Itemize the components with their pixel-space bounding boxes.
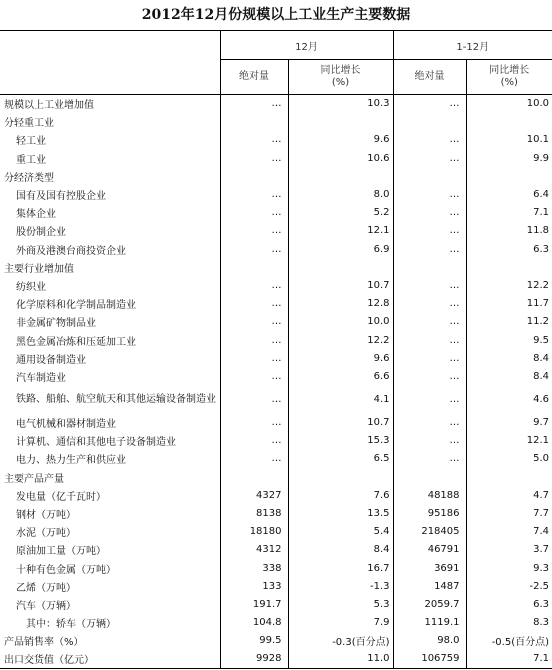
table-row — [0, 331, 552, 349]
cell-abs-ytd — [393, 167, 466, 185]
row-label: 纺织业 — [16, 281, 46, 293]
cell-abs-ytd — [393, 113, 466, 131]
cell-yoy-ytd: 11.8 — [466, 222, 552, 240]
table-row — [0, 486, 552, 504]
table-row — [0, 113, 552, 131]
cell-abs-ytd: 1487 — [393, 577, 466, 595]
cell-yoy-december: 12.8 — [288, 295, 393, 313]
cell-abs-ytd: 2059.7 — [393, 595, 466, 613]
table-row — [0, 240, 552, 258]
table-row — [0, 295, 552, 313]
cell-yoy-ytd: 12.1 — [466, 432, 552, 450]
cell-yoy-ytd: 4.7 — [466, 486, 552, 504]
cell-yoy-december: 16.7 — [288, 559, 393, 577]
cell-yoy-ytd: 7.4 — [466, 523, 552, 541]
cell-yoy-ytd: 11.7 — [466, 295, 552, 313]
header-yoy-ytd — [466, 60, 552, 95]
cell-abs-december: … — [220, 222, 288, 240]
cell-yoy-december: 5.2 — [288, 204, 393, 222]
header-abs-ytd: 绝对量 — [393, 60, 466, 95]
header-yoy-december — [288, 60, 393, 95]
cell-abs-ytd: … — [393, 204, 466, 222]
header-yoy-label: 同比增长 — [489, 65, 530, 76]
cell-yoy-ytd: 10.1 — [466, 131, 552, 149]
cell-abs-ytd: … — [393, 367, 466, 385]
cell-yoy-ytd: 7.7 — [466, 504, 552, 522]
cell-abs-ytd: … — [393, 149, 466, 167]
table-row — [0, 650, 552, 668]
cell-yoy-december: 6.6 — [288, 367, 393, 385]
row-label: 产品销售率（%） — [4, 637, 84, 649]
cell-yoy-ytd — [466, 167, 552, 185]
cell-abs-december: … — [220, 450, 288, 468]
cell-abs-december: … — [220, 149, 288, 167]
cell-abs-december: … — [220, 276, 288, 294]
row-label: 电气机械和器材制造业 — [16, 419, 116, 431]
cell-yoy-december: 8.0 — [288, 185, 393, 203]
cell-abs-ytd: … — [393, 450, 466, 468]
cell-abs-december: … — [220, 95, 288, 113]
cell-yoy-december: 5.4 — [288, 523, 393, 541]
row-label: 通用设备制造业 — [16, 354, 86, 366]
row-label: 分经济类型 — [4, 172, 54, 184]
row-label: 铁路、船舶、航空航天和其他运输设备制造业 — [16, 394, 216, 405]
cell-yoy-december: 7.9 — [288, 614, 393, 632]
cell-yoy-december: 10.7 — [288, 276, 393, 294]
row-label: 原油加工量（万吨） — [16, 546, 106, 558]
row-label: 非金属矿物制品业 — [16, 318, 96, 330]
row-label: 汽车（万辆） — [16, 600, 76, 612]
row-label: 主要产品产量 — [4, 473, 64, 485]
table-row — [0, 595, 552, 613]
cell-yoy-ytd — [466, 258, 552, 276]
row-label: 出口交货值（亿元） — [0, 650, 220, 668]
header-abs-december: 绝对量 — [220, 60, 288, 95]
cell-abs-december: 104.8 — [220, 614, 288, 632]
cell-yoy-december: -1.3 — [288, 577, 393, 595]
cell-yoy-ytd — [466, 113, 552, 131]
header-group-december: 12月 — [220, 31, 393, 60]
cell-yoy-ytd: 9.9 — [466, 149, 552, 167]
cell-abs-ytd: 46791 — [393, 541, 466, 559]
row-label: 主要行业增加值 — [4, 263, 74, 275]
table-row — [0, 167, 552, 185]
cell-abs-december: … — [220, 432, 288, 450]
page-title: 2012年12月份规模以上工业生产主要数据 — [141, 7, 411, 23]
table-row — [0, 149, 552, 167]
table-header — [0, 31, 552, 95]
cell-abs-december — [220, 167, 288, 185]
cell-yoy-ytd: 10.0 — [466, 95, 552, 113]
table-row — [0, 222, 552, 240]
cell-abs-december: … — [220, 204, 288, 222]
table-row — [0, 577, 552, 595]
table-row — [0, 386, 552, 414]
cell-abs-ytd: 106759 — [393, 650, 466, 668]
cell-yoy-december: 9.6 — [288, 131, 393, 149]
cell-abs-ytd — [393, 468, 466, 486]
table-row — [0, 632, 552, 650]
header-pct-unit: (%) — [500, 77, 518, 88]
cell-abs-ytd: 218405 — [393, 523, 466, 541]
header-yoy-label: 同比增长 — [320, 65, 361, 76]
cell-abs-december: … — [220, 414, 288, 432]
cell-abs-december — [220, 258, 288, 276]
row-label: 电力、热力生产和供应业 — [16, 455, 126, 467]
cell-yoy-december — [288, 468, 393, 486]
row-label: 股份制企业 — [16, 227, 66, 239]
table-row — [0, 523, 552, 541]
cell-yoy-ytd: 6.3 — [466, 240, 552, 258]
table-body — [0, 95, 552, 669]
cell-yoy-ytd: 9.3 — [466, 559, 552, 577]
row-label: 其中：轿车（万辆） — [26, 619, 116, 631]
table-row — [0, 258, 552, 276]
cell-yoy-ytd: 4.6 — [466, 386, 552, 414]
table-row — [0, 559, 552, 577]
cell-abs-december: … — [220, 367, 288, 385]
cell-yoy-ytd: 8.3 — [466, 614, 552, 632]
cell-abs-december: 99.5 — [220, 632, 288, 650]
cell-abs-ytd: 98.0 — [393, 632, 466, 650]
cell-abs-december: … — [220, 295, 288, 313]
header-label-cell — [0, 31, 220, 95]
cell-abs-ytd: … — [393, 295, 466, 313]
cell-abs-december: … — [220, 313, 288, 331]
cell-abs-ytd: … — [393, 185, 466, 203]
table-row — [0, 313, 552, 331]
table-row — [0, 95, 552, 113]
table-row — [0, 468, 552, 486]
row-label: 钢材（万吨） — [16, 510, 76, 522]
cell-yoy-december: 10.3 — [288, 95, 393, 113]
cell-abs-december: … — [220, 131, 288, 149]
cell-abs-december: 191.7 — [220, 595, 288, 613]
cell-abs-december: 4312 — [220, 541, 288, 559]
cell-abs-december: 8138 — [220, 504, 288, 522]
cell-yoy-december: 10.6 — [288, 149, 393, 167]
row-label: 水泥（万吨） — [16, 528, 76, 540]
cell-abs-december: … — [220, 349, 288, 367]
cell-abs-ytd: 3691 — [393, 559, 466, 577]
cell-yoy-ytd: 6.4 — [466, 185, 552, 203]
table-row — [0, 504, 552, 522]
cell-yoy-ytd: 3.7 — [466, 541, 552, 559]
cell-yoy-december: 12.1 — [288, 222, 393, 240]
table-row — [0, 450, 552, 468]
cell-yoy-ytd — [466, 468, 552, 486]
cell-yoy-december: 5.3 — [288, 595, 393, 613]
row-label: 计算机、通信和其他电子设备制造业 — [16, 437, 176, 449]
cell-abs-ytd — [393, 258, 466, 276]
cell-yoy-december: 13.5 — [288, 504, 393, 522]
cell-abs-december: … — [220, 185, 288, 203]
row-label: 汽车制造业 — [16, 372, 66, 384]
cell-yoy-december: 8.4 — [288, 541, 393, 559]
table-row — [0, 185, 552, 203]
cell-yoy-december — [288, 113, 393, 131]
cell-abs-december: … — [220, 240, 288, 258]
cell-abs-december: 338 — [220, 559, 288, 577]
cell-yoy-ytd: 8.4 — [466, 349, 552, 367]
table-row — [0, 614, 552, 632]
header-group-ytd: 1-12月 — [393, 31, 552, 60]
cell-yoy-ytd: 6.3 — [466, 595, 552, 613]
row-label: 外商及港澳台商投资企业 — [16, 245, 126, 257]
cell-abs-ytd: … — [393, 349, 466, 367]
cell-yoy-ytd: -2.5 — [466, 577, 552, 595]
cell-yoy-ytd: 8.4 — [466, 367, 552, 385]
cell-yoy-december: 4.1 — [288, 386, 393, 414]
table-row — [0, 541, 552, 559]
cell-yoy-december: 12.2 — [288, 331, 393, 349]
cell-abs-december — [220, 468, 288, 486]
cell-abs-ytd: … — [393, 131, 466, 149]
cell-abs-ytd: … — [393, 331, 466, 349]
cell-abs-ytd: 48188 — [393, 486, 466, 504]
cell-abs-december: 18180 — [220, 523, 288, 541]
table-row — [0, 204, 552, 222]
cell-abs-december: … — [220, 386, 288, 414]
table-row — [0, 414, 552, 432]
cell-yoy-december — [288, 167, 393, 185]
table-row — [0, 432, 552, 450]
cell-abs-ytd: 1119.1 — [393, 614, 466, 632]
cell-abs-ytd: … — [393, 432, 466, 450]
cell-abs-december: 9928 — [220, 650, 288, 668]
data-table — [0, 30, 552, 669]
cell-yoy-december: 10.0 — [288, 313, 393, 331]
cell-yoy-december: 11.0 — [288, 650, 393, 668]
cell-abs-december — [220, 113, 288, 131]
cell-yoy-ytd: -0.5(百分点) — [466, 632, 552, 650]
row-label: 国有及国有控股企业 — [16, 191, 106, 203]
row-label: 规模以上工业增加值 — [4, 100, 94, 112]
cell-yoy-december — [288, 258, 393, 276]
cell-abs-ytd: … — [393, 313, 466, 331]
row-label: 黑色金属冶炼和压延加工业 — [16, 336, 136, 348]
table-row — [0, 131, 552, 149]
cell-yoy-december: 10.7 — [288, 414, 393, 432]
row-label: 化学原料和化学制品制造业 — [16, 300, 136, 312]
row-label: 分轻重工业 — [4, 118, 54, 130]
cell-yoy-december: 7.6 — [288, 486, 393, 504]
row-label: 集体企业 — [16, 209, 56, 221]
header-pct-unit: (%) — [331, 77, 350, 88]
row-label: 发电量（亿千瓦时） — [16, 491, 106, 503]
cell-abs-ytd: … — [393, 222, 466, 240]
table-row — [0, 367, 552, 385]
cell-abs-ytd: … — [393, 276, 466, 294]
cell-yoy-december: 15.3 — [288, 432, 393, 450]
cell-abs-december: 4327 — [220, 486, 288, 504]
cell-abs-december: 133 — [220, 577, 288, 595]
cell-yoy-ytd: 9.5 — [466, 331, 552, 349]
cell-yoy-ytd: 9.7 — [466, 414, 552, 432]
cell-yoy-december: 6.9 — [288, 240, 393, 258]
cell-abs-ytd: … — [393, 240, 466, 258]
row-label: 十种有色金属（万吨） — [16, 564, 116, 576]
cell-abs-ytd: … — [393, 386, 466, 414]
cell-abs-ytd: 95186 — [393, 504, 466, 522]
cell-abs-december: … — [220, 331, 288, 349]
row-label: 乙烯（万吨） — [16, 582, 76, 594]
cell-yoy-december: -0.3(百分点) — [288, 632, 393, 650]
table-row — [0, 349, 552, 367]
cell-abs-ytd: … — [393, 414, 466, 432]
cell-yoy-ytd: 7.1 — [466, 650, 552, 668]
row-label: 重工业 — [16, 154, 46, 166]
table-row — [0, 276, 552, 294]
cell-abs-ytd: … — [393, 95, 466, 113]
row-label: 轻工业 — [16, 136, 46, 148]
cell-yoy-ytd: 12.2 — [466, 276, 552, 294]
cell-yoy-december: 6.5 — [288, 450, 393, 468]
cell-yoy-ytd: 5.0 — [466, 450, 552, 468]
cell-yoy-december: 9.6 — [288, 349, 393, 367]
cell-yoy-ytd: 11.2 — [466, 313, 552, 331]
cell-yoy-ytd: 7.1 — [466, 204, 552, 222]
